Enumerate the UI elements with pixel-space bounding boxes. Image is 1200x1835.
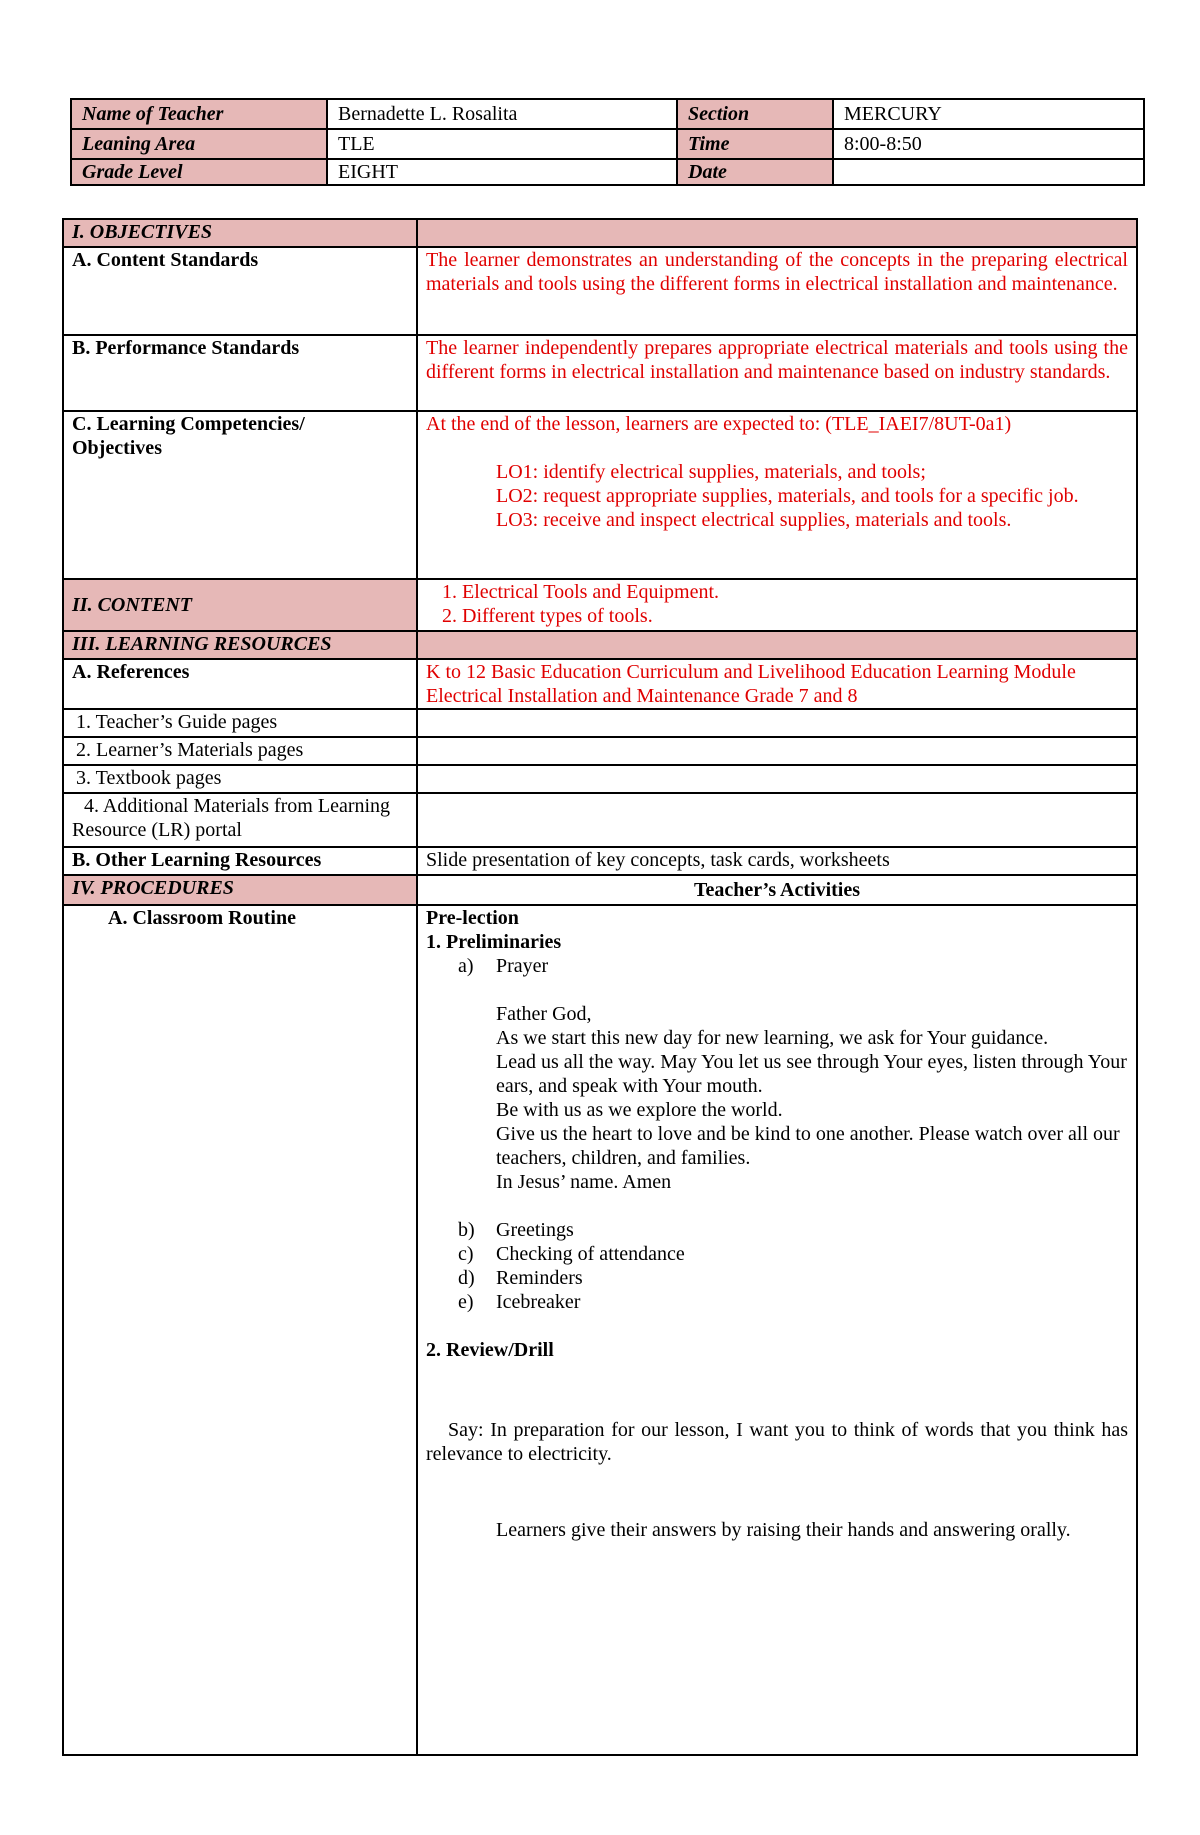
objectives-heading-blank [417, 219, 1137, 247]
textbook-value [417, 765, 1137, 793]
performance-standards-label: B. Performance Standards [63, 335, 417, 411]
area-value: TLE [327, 129, 677, 159]
lesson-plan-table [62, 218, 1138, 1756]
step-label: Checking of attendance [496, 1243, 685, 1265]
date-label: Date [677, 159, 833, 185]
competencies-label-text: C. Learning Competencies/ Objectives [72, 413, 305, 459]
grade-label: Grade Level [71, 159, 327, 185]
step-label: Reminders [496, 1267, 583, 1289]
references-label: A. References [63, 659, 417, 709]
preliminaries: 1. Preliminaries [426, 931, 562, 953]
learners-materials-label: 2. Learner’s Materials pages [63, 737, 417, 765]
teachers-guide-label: 1. Teacher’s Guide pages [63, 709, 417, 737]
content-item-1: 1. Electrical Tools and Equipment. [462, 580, 1128, 604]
prayer-line: As we start this new day for new learning, we ask for Your guidance. [496, 1027, 1049, 1049]
teacher-value: Bernadette L. Rosalita [327, 99, 677, 129]
prelection: Pre-lection [426, 907, 519, 929]
lo3: LO3: receive and inspect electrical supplies, materials and tools. [496, 509, 1012, 531]
objectives-heading: I. OBJECTIVES [63, 219, 417, 247]
resources-heading-blank [417, 631, 1137, 659]
prayer-line: Father God, [496, 1003, 592, 1025]
step-marker: b) [458, 1219, 475, 1241]
step-item [458, 1218, 1128, 1242]
say-text: Say: In preparation for our lesson, I want you to think of words that you think has relevance to electricity. [426, 1419, 1128, 1465]
step-prayer-marker: a) [458, 955, 474, 977]
content-standards-label: A. Content Standards [63, 247, 417, 335]
date-value [833, 159, 1144, 185]
step-item [458, 1266, 1128, 1290]
teachers-guide-value [417, 709, 1137, 737]
step-label: Greetings [496, 1219, 574, 1241]
additional-materials-value [417, 793, 1137, 847]
step-marker: e) [458, 1291, 474, 1313]
references-text: K to 12 Basic Education Curriculum and Livelihood Education Learning Module Electrical Installation and Maintenance Grade 7 and 8 [417, 659, 1137, 709]
lo2: LO2: request appropriate supplies, materials, and tools for a specific job. [496, 485, 1079, 507]
additional-materials-text: 4. Additional Materials from Learning Resource (LR) portal [72, 795, 391, 841]
section-value: MERCURY [833, 99, 1144, 129]
prayer-line: Lead us all the way. May You let us see through Your eyes, listen through Your ears, and speak with Your mouth. [496, 1051, 1127, 1097]
other-resources-label: B. Other Learning Resources [63, 847, 417, 875]
content-item-2: 2. Different types of tools. [462, 604, 1128, 628]
teacher-label: Name of Teacher [71, 99, 327, 129]
content-standards-text: The learner demonstrates an understanding of the concepts in the preparing electrical materials and tools using the different forms in electrical installation and maintenance. [417, 247, 1137, 335]
step-item [458, 1290, 1128, 1314]
competencies-text [417, 411, 1137, 579]
learners-text: Learners give their answers by raising their hands and answering orally. [496, 1519, 1071, 1541]
step-prayer [458, 954, 1128, 978]
classroom-routine-label: A. Classroom Routine [63, 905, 417, 1755]
review-drill: 2. Review/Drill [426, 1339, 554, 1361]
additional-materials-label [63, 793, 417, 847]
resources-heading: III. LEARNING RESOURCES [63, 631, 417, 659]
step-prayer-label: Prayer [496, 955, 549, 977]
learners-materials-value [417, 737, 1137, 765]
textbook-label: 3. Textbook pages [63, 765, 417, 793]
step-label: Icebreaker [496, 1291, 581, 1313]
time-label: Time [677, 129, 833, 159]
procedures-heading: IV. PROCEDURES [63, 875, 417, 905]
lo1: LO1: identify electrical supplies, materials, and tools; [496, 461, 926, 483]
other-resources-text: Slide presentation of key concepts, task cards, worksheets [417, 847, 1137, 875]
classroom-routine-content [417, 905, 1137, 1755]
content-heading: II. CONTENT [63, 579, 417, 631]
section-label: Section [677, 99, 833, 129]
prayer-line: Be with us as we explore the world. [496, 1099, 783, 1121]
step-marker: c) [458, 1243, 474, 1265]
content-list [417, 579, 1137, 631]
prayer-line: In Jesus’ name. Amen [496, 1171, 672, 1193]
grade-value: EIGHT [327, 159, 677, 185]
teachers-activities-heading: Teacher’s Activities [417, 875, 1137, 905]
step-marker: d) [458, 1267, 475, 1289]
performance-standards-text: The learner independently prepares appropriate electrical materials and tools using the different forms in electrical installation and maintenance based on industry standards. [417, 335, 1137, 411]
step-item [458, 1242, 1128, 1266]
competencies-label [63, 411, 417, 579]
competencies-intro: At the end of the lesson, learners are expected to: (TLE_IAEI7/8UT-0a1) [426, 413, 1012, 435]
header-table [70, 98, 1145, 186]
area-label: Leaning Area [71, 129, 327, 159]
prayer-line: Give us the heart to love and be kind to one another. Please watch over all our teachers, children, and families. [496, 1123, 1120, 1169]
time-value: 8:00-8:50 [833, 129, 1144, 159]
prayer-text [426, 1002, 1128, 1194]
